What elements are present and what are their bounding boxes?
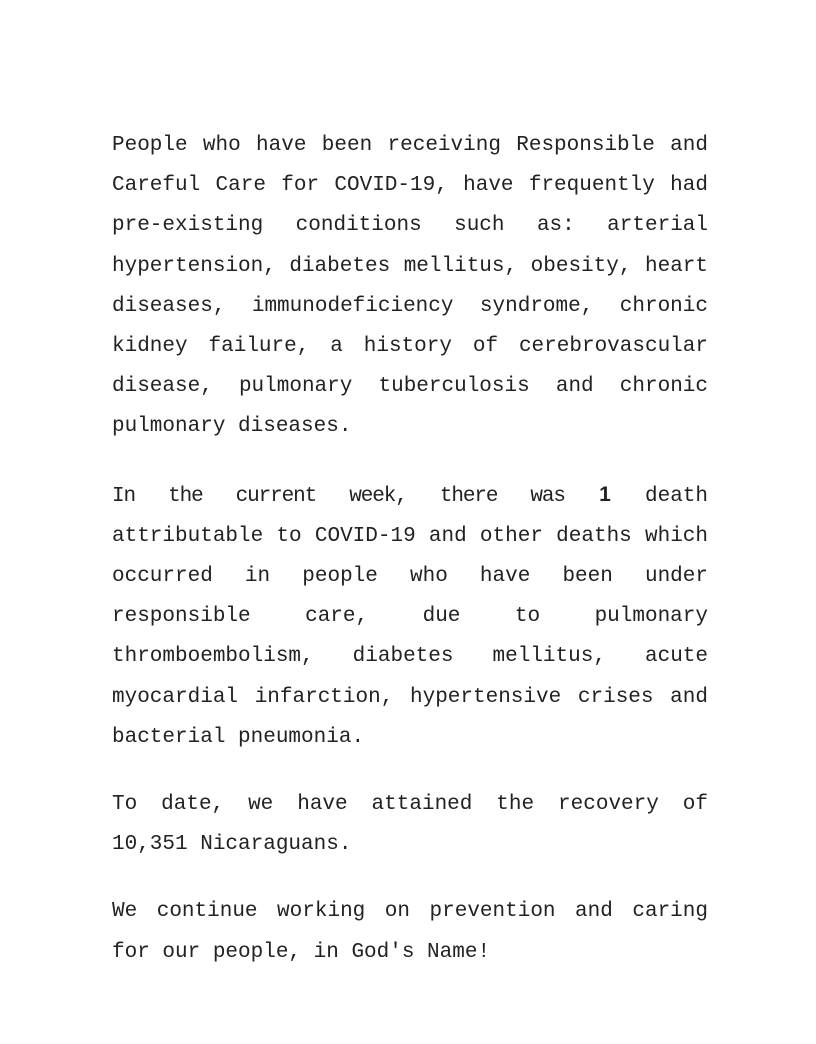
document-body	[112, 126, 708, 973]
death-count: 1	[599, 482, 611, 506]
paragraph-closing: We continue working on prevention and caring for our people, in God's Name!	[112, 900, 708, 964]
deaths-intro-text: In the current week, there was	[112, 484, 565, 508]
paragraph-recoveries: To date, we have attained the recovery of 10,351 Nicaraguans.	[112, 793, 708, 857]
paragraph-weekly-deaths	[112, 475, 708, 758]
deaths-detail-text: death attributable to COVID-19 and other deaths which occurred in people who have been under responsible care, due to pulmonary thromboembolism, diabetes mellitus, acute myocardial infarction, hypertensive crises and bacterial pneumonia.	[112, 484, 709, 749]
paragraph-pre-existing-conditions: People who have been receiving Responsible and Careful Care for COVID-19, have frequently had pre-existing conditions such as: arterial hypertension, diabetes mellitus, obesity, heart diseases, immunodeficiency syndrome, chronic kidney failure, a history of cerebrovascular disease, pulmonary tuberculosis and chronic pulmonary diseases.	[112, 134, 708, 439]
